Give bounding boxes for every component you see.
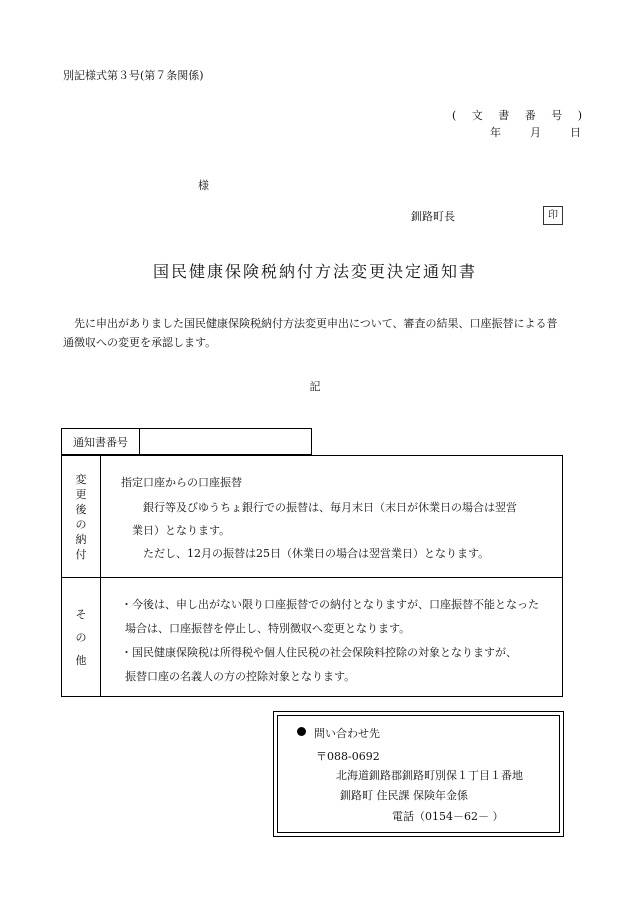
other-line: 振替口座の名義人の方の控除対象となります。 bbox=[125, 670, 356, 683]
payment-line: 業日）となります。 bbox=[132, 524, 231, 537]
date-month: 月 bbox=[530, 126, 541, 139]
date-year: 年 bbox=[490, 126, 501, 139]
issuer-name: 釧路町長 bbox=[411, 210, 455, 223]
payment-line: 指定口座からの口座振替 bbox=[121, 476, 242, 489]
payment-label-char: 更 bbox=[75, 488, 87, 501]
body-text: 先に申出がありました国民健康保険税納付方法変更申出について、審査の結果、口座振替による普通徴収への変更を承認します。 bbox=[63, 317, 558, 349]
contact-box bbox=[273, 711, 564, 837]
date-line bbox=[490, 124, 581, 140]
contact-address: 北海道釧路郡釧路町別保１丁目１番地 bbox=[336, 769, 523, 782]
notice-number-box bbox=[61, 428, 312, 455]
contact-heading: 問い合わせ先 bbox=[314, 727, 380, 740]
payment-label-char: 変 bbox=[75, 473, 87, 486]
date-day: 日 bbox=[570, 126, 581, 139]
other-label bbox=[62, 578, 101, 696]
addressee-suffix: 様 bbox=[198, 179, 209, 192]
ki-marker: 記 bbox=[309, 380, 321, 393]
document-title: 国民健康保険税納付方法変更決定通知書 bbox=[152, 262, 477, 281]
bullet-icon bbox=[297, 727, 306, 736]
contact-department: 釧路町 住民課 保険年金係 bbox=[340, 789, 468, 802]
seal-mark: 印 bbox=[543, 206, 563, 225]
contact-postal: 〒088-0692 bbox=[316, 750, 380, 763]
payment-label-char: の bbox=[75, 518, 87, 531]
other-line: ・国民健康保険税は所得税や個人住民税の社会保険料控除の対象となりますが、 bbox=[121, 646, 517, 659]
other-label-char: そ bbox=[75, 607, 87, 621]
payment-label-char: 納 bbox=[75, 533, 87, 546]
document-number: ( 文 書 番 号 ) bbox=[452, 109, 589, 122]
payment-label-char: 後 bbox=[75, 503, 87, 516]
other-line: ・今後は、申し出がない限り口座振替での納付となりますが、口座振替不能となった bbox=[121, 598, 539, 611]
details-table bbox=[61, 455, 563, 697]
payment-method-label bbox=[62, 456, 101, 578]
payment-label-char: 付 bbox=[75, 548, 87, 561]
notice-number-label: 通知書番号 bbox=[62, 429, 140, 454]
form-label: 別記様式第３号(第７条関係) bbox=[63, 69, 204, 82]
payment-line: 銀行等及びゆうちょ銀行での振替は、毎月末日（末日が休業日の場合は翌営 bbox=[143, 501, 517, 514]
payment-line: ただし、12月の振替は25日（休業日の場合は翌営業日）となります。 bbox=[143, 547, 490, 560]
contact-phone: 電話（0154－62－ ） bbox=[392, 810, 504, 823]
other-line: 場合は、口座振替を停止し、特別徴収へ変更となります。 bbox=[125, 622, 411, 635]
other-label-char: の bbox=[75, 630, 87, 644]
row-divider bbox=[62, 577, 562, 578]
other-label-char: 他 bbox=[75, 653, 87, 667]
